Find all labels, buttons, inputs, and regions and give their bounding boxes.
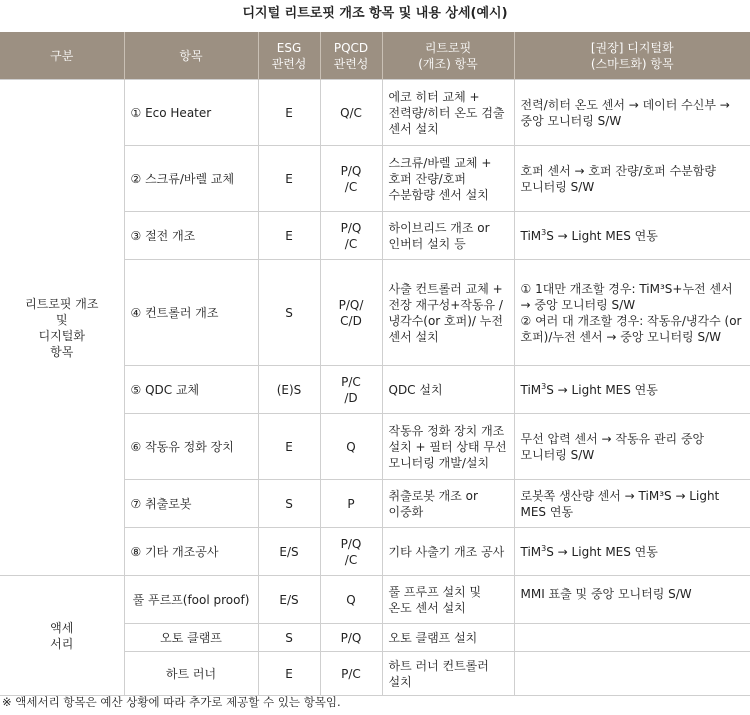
digital-cell: TiM$^3$S → Light MES 연동 (514, 528, 750, 576)
digital-cell: TiM$^3$S → Light MES 연동 (514, 366, 750, 414)
esg-cell: E (258, 212, 320, 260)
digital-cell: 전력/히터 온도 센서 → 데이터 수신부 → 중앙 모니터링 S/W (514, 80, 750, 146)
retrofit-cell: 오토 클램프 설치 (382, 624, 514, 652)
header-item: 항목 (124, 32, 258, 80)
pqcd-cell: P/Q /C (320, 528, 382, 576)
item-cell: ① Eco Heater (124, 80, 258, 146)
retrofit-cell: QDC 설치 (382, 366, 514, 414)
digital-cell: ① 1대만 개조할 경우: TiM³S+누전 센서 → 중앙 모니터링 S/W ② 여러 대 개조할 경우: 작동유/냉각수 (or 호퍼)/누전 센서 → 중앙 모니터링 S/W (514, 260, 750, 366)
retrofit-cell: 하이브리드 개조 or 인버터 설치 등 (382, 212, 514, 260)
table-row (0, 80, 750, 146)
retrofit-cell: 하트 러너 컨트롤러 설치 (382, 652, 514, 696)
group-retrofit: 리트로핏 개조 및 디지털화 항목 (0, 80, 124, 576)
header-retrofit: 리트로핏 (개조) 항목 (382, 32, 514, 80)
pqcd-cell: P/Q /C (320, 212, 382, 260)
table-row (0, 576, 750, 624)
item-cell: 풀 푸르프(fool proof) (124, 576, 258, 624)
esg-cell: S (258, 260, 320, 366)
retrofit-cell: 사출 컨트롤러 교체 + 전장 재구성+작동유 /냉각수(or 호퍼)/ 누전 센서 설치 (382, 260, 514, 366)
pqcd-cell: Q/C (320, 80, 382, 146)
item-cell: 하트 러너 (124, 652, 258, 696)
pqcd-cell: P/C (320, 652, 382, 696)
item-cell: ⑦ 취출로봇 (124, 480, 258, 528)
group-accessory: 액세 서리 (0, 576, 124, 696)
retrofit-cell: 스크류/바렐 교체 + 호퍼 잔량/호퍼 수분함량 센서 설치 (382, 146, 514, 212)
item-cell: ② 스크류/바렐 교체 (124, 146, 258, 212)
header-pqcd: PQCD 관련성 (320, 32, 382, 80)
pqcd-cell: Q (320, 414, 382, 480)
pqcd-cell: P/Q (320, 624, 382, 652)
esg-cell: S (258, 624, 320, 652)
item-cell: ⑤ QDC 교체 (124, 366, 258, 414)
pqcd-cell: P (320, 480, 382, 528)
digital-cell: 무선 압력 센서 → 작동유 관리 중앙 모니터링 S/W (514, 414, 750, 480)
digital-cell (514, 624, 750, 652)
digital-cell: 로봇쪽 생산량 센서 → TiM³S → Light MES 연동 (514, 480, 750, 528)
pqcd-cell: P/C /D (320, 366, 382, 414)
item-cell: ⑥ 작동유 정화 장치 (124, 414, 258, 480)
esg-cell: E (258, 80, 320, 146)
footnote: ※ 액세서리 항목은 예산 상황에 따라 추가로 제공할 수 있는 항목임. (2, 695, 341, 709)
digital-cell: 호퍼 센서 → 호퍼 잔량/호퍼 수분함량 모니터링 S/W (514, 146, 750, 212)
digital-cell (514, 652, 750, 696)
digital-cell: TiM$^3$S → Light MES 연동 (514, 212, 750, 260)
item-cell: ③ 절전 개조 (124, 212, 258, 260)
page-title: 디지털 리트로핏 개조 항목 및 내용 상세(예시) (242, 6, 508, 21)
item-cell: 오토 클램프 (124, 624, 258, 652)
retrofit-table (0, 32, 750, 696)
item-cell: ④ 컨트롤러 개조 (124, 260, 258, 366)
retrofit-cell: 풀 프루프 설치 및 온도 센서 설치 (382, 576, 514, 624)
header-digital: [권장] 디지털화 (스마트화) 항목 (514, 32, 750, 80)
pqcd-cell: P/Q /C (320, 146, 382, 212)
retrofit-cell: 에코 히터 교체 + 전력량/히터 온도 검출 센서 설치 (382, 80, 514, 146)
retrofit-cell: 취출로봇 개조 or 이중화 (382, 480, 514, 528)
esg-cell: E (258, 652, 320, 696)
header-esg: ESG 관련성 (258, 32, 320, 80)
item-cell: ⑧ 기타 개조공사 (124, 528, 258, 576)
retrofit-cell: 기타 사출기 개조 공사 (382, 528, 514, 576)
esg-cell: E/S (258, 528, 320, 576)
digital-cell: MMI 표출 및 중앙 모니터링 S/W (514, 576, 750, 624)
esg-cell: S (258, 480, 320, 528)
pqcd-cell: Q (320, 576, 382, 624)
esg-cell: E (258, 414, 320, 480)
header-category: 구분 (0, 32, 124, 80)
table-header-row (0, 32, 750, 80)
retrofit-cell: 작동유 정화 장치 개조 설치 + 필터 상태 무선 모니터링 개발/설치 (382, 414, 514, 480)
esg-cell: E/S (258, 576, 320, 624)
esg-cell: E (258, 146, 320, 212)
pqcd-cell: P/Q/ C/D (320, 260, 382, 366)
esg-cell: (E)S (258, 366, 320, 414)
